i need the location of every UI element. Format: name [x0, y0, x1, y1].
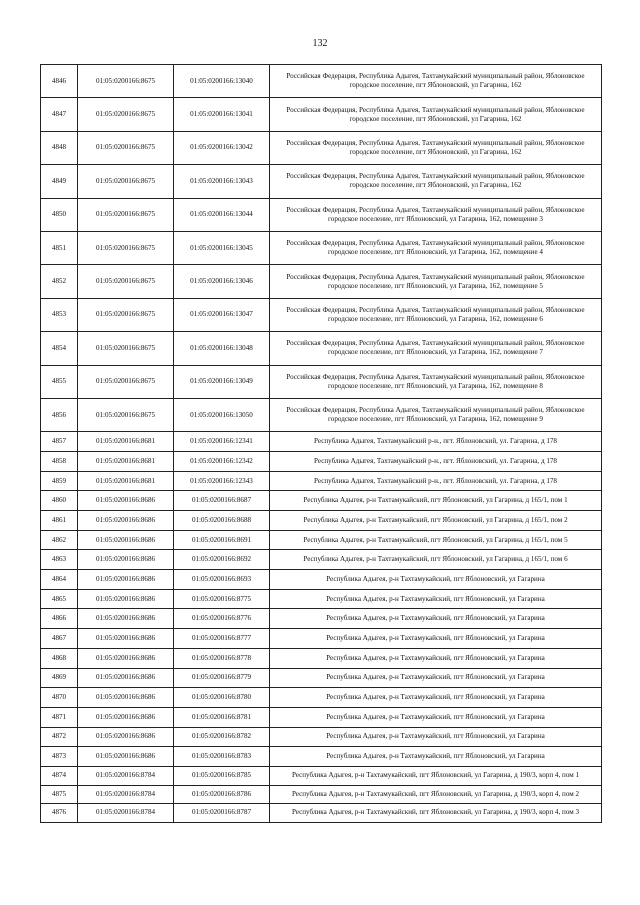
registry-table-body [41, 65, 602, 823]
table-row [41, 98, 602, 131]
row-number-cell: 4875 [41, 785, 78, 804]
parent-cadastral-number-cell: 01:05:0200166:8686 [78, 589, 174, 609]
table-row [41, 365, 602, 398]
cadastral-number-cell: 01:05:0200166:8785 [174, 766, 270, 785]
row-number-cell: 4872 [41, 727, 78, 747]
address-cell: Республика Адыгея, р-н Тахтамукайский, пгт Яблоновский, ул Гагарина [270, 707, 602, 727]
address-cell: Республика Адыгея, р-н Тахтамукайский, пгт Яблоновский, ул Гагарина [270, 589, 602, 609]
parent-cadastral-number-cell: 01:05:0200166:8675 [78, 65, 174, 98]
address-cell: Республика Адыгея, Тахтамукайский р-н., пгт. Яблоновский, ул. Гагарина, д 178 [270, 451, 602, 471]
parent-cadastral-number-cell: 01:05:0200166:8784 [78, 766, 174, 785]
table-row [41, 491, 602, 511]
cadastral-number-cell: 01:05:0200166:8781 [174, 707, 270, 727]
cadastral-number-cell: 01:05:0200166:8691 [174, 530, 270, 550]
row-number-cell: 4854 [41, 332, 78, 365]
row-number-cell: 4848 [41, 131, 78, 164]
cadastral-number-cell: 01:05:0200166:8783 [174, 747, 270, 767]
cadastral-number-cell: 01:05:0200166:13045 [174, 231, 270, 264]
table-row [41, 550, 602, 570]
table-row [41, 332, 602, 365]
address-cell: Республика Адыгея, р-н Тахтамукайский, пгт Яблоновский, ул Гагарина [270, 747, 602, 767]
table-row [41, 804, 602, 823]
cadastral-number-cell: 01:05:0200166:12343 [174, 471, 270, 491]
cadastral-number-cell: 01:05:0200166:8779 [174, 668, 270, 688]
parent-cadastral-number-cell: 01:05:0200166:8675 [78, 398, 174, 431]
row-number-cell: 4853 [41, 298, 78, 331]
cadastral-number-cell: 01:05:0200166:13043 [174, 165, 270, 198]
parent-cadastral-number-cell: 01:05:0200166:8686 [78, 609, 174, 629]
cadastral-number-cell: 01:05:0200166:13040 [174, 65, 270, 98]
parent-cadastral-number-cell: 01:05:0200166:8686 [78, 707, 174, 727]
address-cell: Республика Адыгея, р-н Тахтамукайский, пгт Яблоновский, ул Гагарина, д 165/1, пом 2 [270, 511, 602, 531]
row-number-cell: 4873 [41, 747, 78, 767]
table-row [41, 707, 602, 727]
parent-cadastral-number-cell: 01:05:0200166:8675 [78, 131, 174, 164]
parent-cadastral-number-cell: 01:05:0200166:8686 [78, 629, 174, 649]
row-number-cell: 4850 [41, 198, 78, 231]
table-row [41, 530, 602, 550]
row-number-cell: 4870 [41, 688, 78, 708]
table-row [41, 629, 602, 649]
address-cell: Республика Адыгея, р-н Тахтамукайский, пгт Яблоновский, ул Гагарина, д 190/3, корп 4, пом 3 [270, 804, 602, 823]
table-row [41, 265, 602, 298]
table-row [41, 432, 602, 452]
address-cell: Республика Адыгея, р-н Тахтамукайский, пгт Яблоновский, ул Гагарина [270, 648, 602, 668]
cadastral-number-cell: 01:05:0200166:13049 [174, 365, 270, 398]
parent-cadastral-number-cell: 01:05:0200166:8686 [78, 727, 174, 747]
cadastral-number-cell: 01:05:0200166:8692 [174, 550, 270, 570]
row-number-cell: 4874 [41, 766, 78, 785]
row-number-cell: 4847 [41, 98, 78, 131]
row-number-cell: 4866 [41, 609, 78, 629]
parent-cadastral-number-cell: 01:05:0200166:8675 [78, 298, 174, 331]
address-cell: Российская Федерация, Республика Адыгея, Тахтамукайский муниципальный район, Яблоновское городское поселение, пгт Яблоновский, ул Гагарина, 162, помещение 7 [270, 332, 602, 365]
row-number-cell: 4851 [41, 231, 78, 264]
address-cell: Российская Федерация, Республика Адыгея, Тахтамукайский муниципальный район, Яблоновское городское поселение, пгт Яблоновский, ул Гагарина, 162, помещение 5 [270, 265, 602, 298]
parent-cadastral-number-cell: 01:05:0200166:8675 [78, 332, 174, 365]
cadastral-number-cell: 01:05:0200166:13046 [174, 265, 270, 298]
cadastral-number-cell: 01:05:0200166:8688 [174, 511, 270, 531]
table-row [41, 65, 602, 98]
row-number-cell: 4860 [41, 491, 78, 511]
row-number-cell: 4856 [41, 398, 78, 431]
address-cell: Республика Адыгея, р-н Тахтамукайский, пгт Яблоновский, ул Гагарина, д 165/1, пом 1 [270, 491, 602, 511]
cadastral-number-cell: 01:05:0200166:8775 [174, 589, 270, 609]
table-row [41, 688, 602, 708]
parent-cadastral-number-cell: 01:05:0200166:8784 [78, 785, 174, 804]
parent-cadastral-number-cell: 01:05:0200166:8681 [78, 451, 174, 471]
parent-cadastral-number-cell: 01:05:0200166:8681 [78, 432, 174, 452]
parent-cadastral-number-cell: 01:05:0200166:8686 [78, 511, 174, 531]
address-cell: Республика Адыгея, р-н Тахтамукайский, пгт Яблоновский, ул Гагарина [270, 668, 602, 688]
cadastral-number-cell: 01:05:0200166:8776 [174, 609, 270, 629]
cadastral-number-cell: 01:05:0200166:8687 [174, 491, 270, 511]
address-cell: Российская Федерация, Республика Адыгея, Тахтамукайский муниципальный район, Яблоновское городское поселение, пгт Яблоновский, ул Гагарина, 162 [270, 98, 602, 131]
address-cell: Республика Адыгея, р-н Тахтамукайский, пгт Яблоновский, ул Гагарина [270, 570, 602, 590]
row-number-cell: 4855 [41, 365, 78, 398]
table-row [41, 648, 602, 668]
parent-cadastral-number-cell: 01:05:0200166:8686 [78, 688, 174, 708]
table-row [41, 231, 602, 264]
row-number-cell: 4876 [41, 804, 78, 823]
cadastral-number-cell: 01:05:0200166:8782 [174, 727, 270, 747]
table-row [41, 511, 602, 531]
address-cell: Республика Адыгея, р-н Тахтамукайский, пгт Яблоновский, ул Гагарина, д 190/3, корп 4, пом 1 [270, 766, 602, 785]
address-cell: Российская Федерация, Республика Адыгея, Тахтамукайский муниципальный район, Яблоновское городское поселение, пгт Яблоновский, ул Гагарина, 162, помещение 9 [270, 398, 602, 431]
row-number-cell: 4859 [41, 471, 78, 491]
parent-cadastral-number-cell: 01:05:0200166:8686 [78, 530, 174, 550]
table-row [41, 609, 602, 629]
address-cell: Республика Адыгея, Тахтамукайский р-н., пгт. Яблоновский, ул. Гагарина, д 178 [270, 471, 602, 491]
table-row [41, 398, 602, 431]
cadastral-number-cell: 01:05:0200166:13048 [174, 332, 270, 365]
parent-cadastral-number-cell: 01:05:0200166:8686 [78, 550, 174, 570]
table-row [41, 471, 602, 491]
parent-cadastral-number-cell: 01:05:0200166:8686 [78, 570, 174, 590]
parent-cadastral-number-cell: 01:05:0200166:8784 [78, 804, 174, 823]
cadastral-number-cell: 01:05:0200166:13044 [174, 198, 270, 231]
row-number-cell: 4858 [41, 451, 78, 471]
row-number-cell: 4867 [41, 629, 78, 649]
address-cell: Республика Адыгея, р-н Тахтамукайский, пгт Яблоновский, ул Гагарина [270, 688, 602, 708]
row-number-cell: 4868 [41, 648, 78, 668]
row-number-cell: 4871 [41, 707, 78, 727]
parent-cadastral-number-cell: 01:05:0200166:8675 [78, 198, 174, 231]
table-row [41, 298, 602, 331]
address-cell: Республика Адыгея, Тахтамукайский р-н., пгт. Яблоновский, ул. Гагарина, д 178 [270, 432, 602, 452]
cadastral-number-cell: 01:05:0200166:8777 [174, 629, 270, 649]
row-number-cell: 4869 [41, 668, 78, 688]
cadastral-number-cell: 01:05:0200166:8786 [174, 785, 270, 804]
table-row [41, 165, 602, 198]
table-row [41, 785, 602, 804]
parent-cadastral-number-cell: 01:05:0200166:8675 [78, 165, 174, 198]
address-cell: Российская Федерация, Республика Адыгея, Тахтамукайский муниципальный район, Яблоновское городское поселение, пгт Яблоновский, ул Гагарина, 162 [270, 65, 602, 98]
address-cell: Российская Федерация, Республика Адыгея, Тахтамукайский муниципальный район, Яблоновское городское поселение, пгт Яблоновский, ул Гагарина, 162, помещение 6 [270, 298, 602, 331]
cadastral-number-cell: 01:05:0200166:13041 [174, 98, 270, 131]
parent-cadastral-number-cell: 01:05:0200166:8686 [78, 648, 174, 668]
address-cell: Республика Адыгея, р-н Тахтамукайский, пгт Яблоновский, ул Гагарина, д 165/1, пом 6 [270, 550, 602, 570]
address-cell: Российская Федерация, Республика Адыгея, Тахтамукайский муниципальный район, Яблоновское городское поселение, пгт Яблоновский, ул Гагарина, 162, помещение 3 [270, 198, 602, 231]
cadastral-number-cell: 01:05:0200166:8778 [174, 648, 270, 668]
parent-cadastral-number-cell: 01:05:0200166:8675 [78, 265, 174, 298]
table-row [41, 727, 602, 747]
cadastral-number-cell: 01:05:0200166:13050 [174, 398, 270, 431]
cadastral-number-cell: 01:05:0200166:12342 [174, 451, 270, 471]
address-cell: Республика Адыгея, р-н Тахтамукайский, пгт Яблоновский, ул Гагарина [270, 609, 602, 629]
row-number-cell: 4864 [41, 570, 78, 590]
address-cell: Республика Адыгея, р-н Тахтамукайский, пгт Яблоновский, ул Гагарина, д 165/1, пом 5 [270, 530, 602, 550]
table-row [41, 570, 602, 590]
parent-cadastral-number-cell: 01:05:0200166:8675 [78, 231, 174, 264]
parent-cadastral-number-cell: 01:05:0200166:8681 [78, 471, 174, 491]
table-row [41, 668, 602, 688]
address-cell: Российская Федерация, Республика Адыгея, Тахтамукайский муниципальный район, Яблоновское городское поселение, пгт Яблоновский, ул Гагарина, 162 [270, 165, 602, 198]
address-cell: Республика Адыгея, р-н Тахтамукайский, пгт Яблоновский, ул Гагарина [270, 727, 602, 747]
row-number-cell: 4863 [41, 550, 78, 570]
cadastral-number-cell: 01:05:0200166:12341 [174, 432, 270, 452]
row-number-cell: 4865 [41, 589, 78, 609]
page-number: 132 [312, 38, 328, 49]
cadastral-number-cell: 01:05:0200166:13047 [174, 298, 270, 331]
table-row [41, 766, 602, 785]
cadastral-number-cell: 01:05:0200166:8787 [174, 804, 270, 823]
row-number-cell: 4861 [41, 511, 78, 531]
cadastral-number-cell: 01:05:0200166:8693 [174, 570, 270, 590]
cadastral-number-cell: 01:05:0200166:13042 [174, 131, 270, 164]
parent-cadastral-number-cell: 01:05:0200166:8675 [78, 98, 174, 131]
cadastral-number-cell: 01:05:0200166:8780 [174, 688, 270, 708]
table-row [41, 589, 602, 609]
address-cell: Республика Адыгея, р-н Тахтамукайский, пгт Яблоновский, ул Гагарина, д 190/3, корп 4, пом 2 [270, 785, 602, 804]
row-number-cell: 4846 [41, 65, 78, 98]
parent-cadastral-number-cell: 01:05:0200166:8686 [78, 668, 174, 688]
address-cell: Российская Федерация, Республика Адыгея, Тахтамукайский муниципальный район, Яблоновское городское поселение, пгт Яблоновский, ул Гагарина, 162, помещение 4 [270, 231, 602, 264]
table-row [41, 131, 602, 164]
registry-table [40, 64, 602, 823]
address-cell: Республика Адыгея, р-н Тахтамукайский, пгт Яблоновский, ул Гагарина [270, 629, 602, 649]
table-row [41, 747, 602, 767]
parent-cadastral-number-cell: 01:05:0200166:8686 [78, 747, 174, 767]
table-row [41, 198, 602, 231]
row-number-cell: 4862 [41, 530, 78, 550]
row-number-cell: 4849 [41, 165, 78, 198]
row-number-cell: 4852 [41, 265, 78, 298]
parent-cadastral-number-cell: 01:05:0200166:8675 [78, 365, 174, 398]
row-number-cell: 4857 [41, 432, 78, 452]
address-cell: Российская Федерация, Республика Адыгея, Тахтамукайский муниципальный район, Яблоновское городское поселение, пгт Яблоновский, ул Гагарина, 162 [270, 131, 602, 164]
parent-cadastral-number-cell: 01:05:0200166:8686 [78, 491, 174, 511]
address-cell: Российская Федерация, Республика Адыгея, Тахтамукайский муниципальный район, Яблоновское городское поселение, пгт Яблоновский, ул Гагарина, 162, помещение 8 [270, 365, 602, 398]
table-row [41, 451, 602, 471]
